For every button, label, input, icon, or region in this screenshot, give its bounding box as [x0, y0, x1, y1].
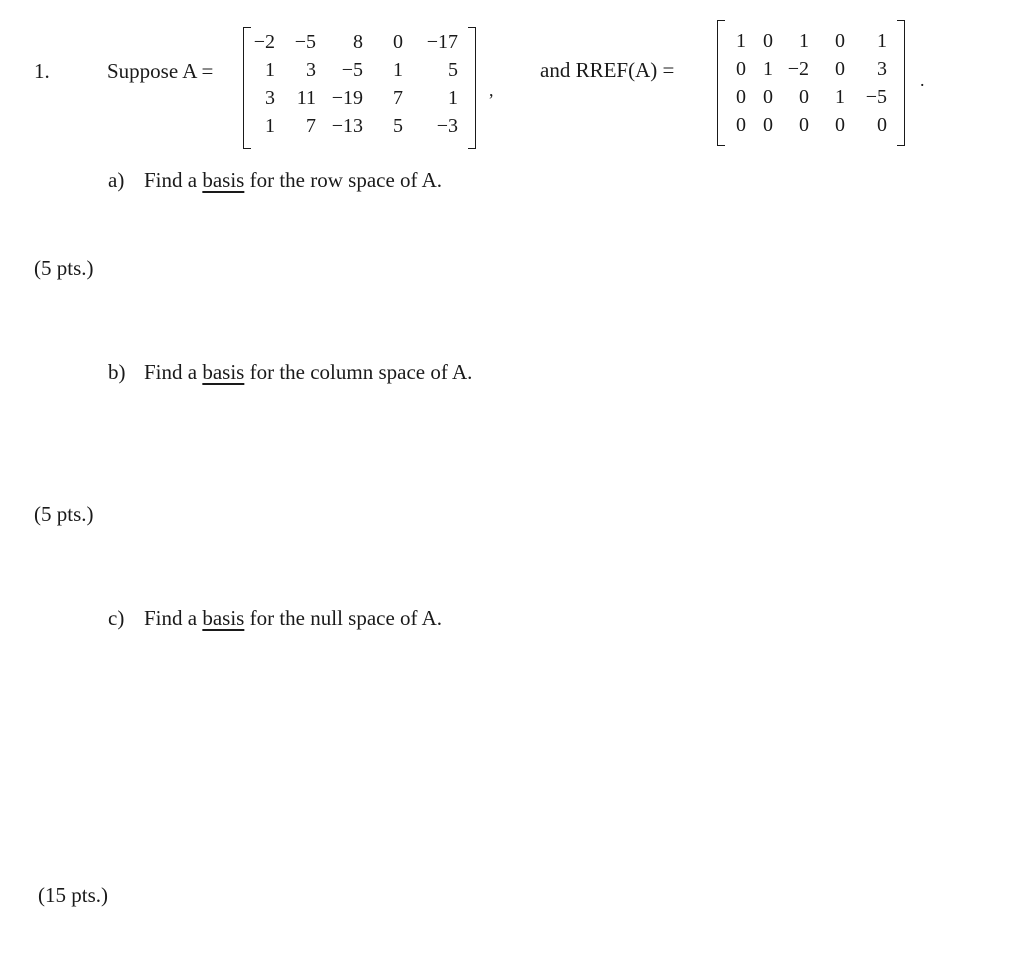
- matrix-rref-cell: 0: [736, 86, 746, 108]
- question-c-letter: c): [108, 606, 125, 630]
- question-a: [108, 168, 442, 193]
- question-b-text-end: for the column space of A.: [244, 360, 473, 384]
- matrix-rref-cell: 0: [736, 58, 746, 80]
- matrix-a-cell: 1: [448, 87, 458, 109]
- matrix-rref-cell: 3: [877, 58, 887, 80]
- matrix-rref-cell: 0: [799, 114, 809, 136]
- matrix-rref-cell: 1: [799, 30, 809, 52]
- matrix-rref-cell: 0: [763, 30, 773, 52]
- matrix-rref-right-bracket: [897, 20, 905, 146]
- question-a-points: (5 pts.): [34, 256, 94, 280]
- matrix-rref-cell: 0: [799, 86, 809, 108]
- matrix-rref-cell: 0: [763, 86, 773, 108]
- matrix-a-cell: −2: [253, 31, 275, 53]
- matrix-rref-cell: 1: [835, 86, 845, 108]
- question-c-text-start: Find a: [144, 606, 203, 630]
- problem-number: 1.: [34, 59, 50, 83]
- matrix-rref-cell: 0: [736, 114, 746, 136]
- matrix-a-cell: 5: [448, 59, 458, 81]
- matrix-a-cell: 8: [353, 31, 363, 53]
- matrix-a-cell: −19: [331, 87, 363, 109]
- matrix-a-cell: −17: [426, 31, 458, 53]
- matrix-a-label: Suppose A =: [107, 59, 214, 83]
- matrix-rref-cell: 1: [763, 58, 773, 80]
- matrix-rref-cell: −5: [865, 86, 887, 108]
- question-c-points: (15 pts.): [38, 883, 108, 907]
- question-b: [108, 360, 472, 385]
- question-a-keyword: basis: [202, 168, 245, 192]
- question-c: [108, 606, 442, 631]
- matrix-rref-cell: 1: [877, 30, 887, 52]
- question-c-text-end: for the null space of A.: [244, 606, 443, 630]
- question-b-points: (5 pts.): [34, 502, 94, 526]
- matrix-a-left-bracket: [243, 27, 251, 149]
- matrix-rref-left-bracket: [717, 20, 725, 146]
- matrix-a-comma: ,: [489, 80, 494, 100]
- matrix-a-right-bracket: [468, 27, 476, 149]
- matrix-a-cell: 1: [393, 59, 403, 81]
- question-b-letter: b): [108, 360, 126, 384]
- matrix-rref-cell: 0: [835, 114, 845, 136]
- matrix-a-cell: 7: [306, 115, 316, 137]
- matrix-a-cell: −5: [341, 59, 363, 81]
- matrix-a-cell: 5: [393, 115, 403, 137]
- matrix-rref-cell: 0: [877, 114, 887, 136]
- matrix-a-cell: 3: [306, 59, 316, 81]
- question-a-letter: a): [108, 168, 125, 192]
- question-a-text-end: for the row space of A.: [244, 168, 443, 192]
- matrix-a-cell: 7: [393, 87, 403, 109]
- rref-label: and RREF(A) =: [540, 58, 675, 82]
- rref-period: .: [920, 70, 925, 90]
- matrix-a-cell: 11: [296, 87, 316, 109]
- matrix-a: [243, 27, 476, 149]
- matrix-a-cell: −5: [294, 31, 316, 53]
- matrix-rref-cell: −2: [787, 58, 809, 80]
- matrix-rref-cell: 0: [835, 30, 845, 52]
- matrix-a-cell: 1: [265, 59, 275, 81]
- matrix-a-cell: −3: [436, 115, 458, 137]
- matrix-a-cell: 0: [393, 31, 403, 53]
- matrix-a-cell: 1: [265, 115, 275, 137]
- matrix-a-cell: 3: [265, 87, 275, 109]
- question-c-keyword: basis: [202, 606, 245, 630]
- matrix-rref-cell: 0: [763, 114, 773, 136]
- question-b-text-start: Find a: [144, 360, 203, 384]
- matrix-rref: [717, 20, 905, 146]
- matrix-a-cell: −13: [331, 115, 363, 137]
- question-a-text-start: Find a: [144, 168, 203, 192]
- matrix-rref-cell: 1: [736, 30, 746, 52]
- matrix-rref-cell: 0: [835, 58, 845, 80]
- question-b-keyword: basis: [202, 360, 245, 384]
